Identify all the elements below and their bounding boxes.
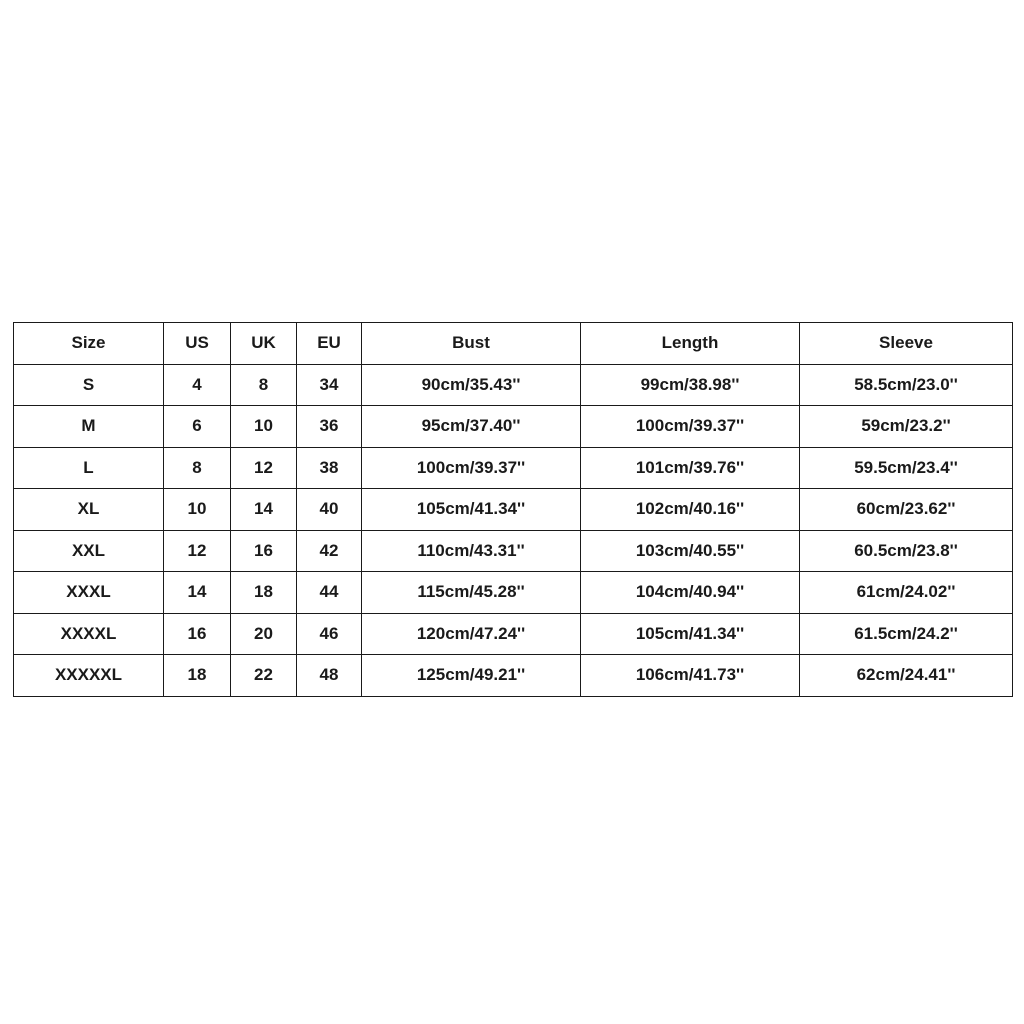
cell-eu: 36 [297,406,362,448]
cell-sleeve: 61.5cm/24.2'' [800,613,1013,655]
cell-eu: 44 [297,572,362,614]
cell-uk: 12 [231,447,297,489]
cell-eu: 46 [297,613,362,655]
cell-length: 105cm/41.34'' [581,613,800,655]
cell-sleeve: 60cm/23.62'' [800,489,1013,531]
cell-uk: 8 [231,364,297,406]
size-chart-table [13,322,1013,697]
table-row [14,364,1013,406]
cell-size: L [14,447,164,489]
cell-length: 102cm/40.16'' [581,489,800,531]
cell-sleeve: 58.5cm/23.0'' [800,364,1013,406]
cell-bust: 125cm/49.21'' [362,655,581,697]
cell-size: S [14,364,164,406]
cell-size: XXXL [14,572,164,614]
cell-size: XL [14,489,164,531]
cell-size: XXXXXL [14,655,164,697]
table-row [14,530,1013,572]
cell-us: 4 [164,364,231,406]
cell-length: 101cm/39.76'' [581,447,800,489]
header-bust: Bust [362,323,581,365]
header-size: Size [14,323,164,365]
cell-bust: 110cm/43.31'' [362,530,581,572]
cell-uk: 10 [231,406,297,448]
cell-eu: 48 [297,655,362,697]
cell-uk: 16 [231,530,297,572]
header-uk: UK [231,323,297,365]
cell-length: 104cm/40.94'' [581,572,800,614]
header-length: Length [581,323,800,365]
cell-eu: 42 [297,530,362,572]
cell-us: 12 [164,530,231,572]
cell-sleeve: 60.5cm/23.8'' [800,530,1013,572]
table-row [14,489,1013,531]
cell-sleeve: 59cm/23.2'' [800,406,1013,448]
cell-uk: 14 [231,489,297,531]
cell-eu: 34 [297,364,362,406]
cell-sleeve: 59.5cm/23.4'' [800,447,1013,489]
header-eu: EU [297,323,362,365]
cell-bust: 95cm/37.40'' [362,406,581,448]
cell-length: 99cm/38.98'' [581,364,800,406]
cell-us: 8 [164,447,231,489]
cell-length: 100cm/39.37'' [581,406,800,448]
cell-uk: 20 [231,613,297,655]
cell-bust: 105cm/41.34'' [362,489,581,531]
cell-eu: 38 [297,447,362,489]
cell-bust: 115cm/45.28'' [362,572,581,614]
cell-us: 6 [164,406,231,448]
table-row [14,406,1013,448]
cell-us: 14 [164,572,231,614]
cell-bust: 100cm/39.37'' [362,447,581,489]
cell-bust: 120cm/47.24'' [362,613,581,655]
cell-bust: 90cm/35.43'' [362,364,581,406]
header-row [14,323,1013,365]
cell-length: 106cm/41.73'' [581,655,800,697]
cell-length: 103cm/40.55'' [581,530,800,572]
cell-uk: 18 [231,572,297,614]
cell-size: XXL [14,530,164,572]
cell-size: XXXXL [14,613,164,655]
cell-uk: 22 [231,655,297,697]
table-row [14,655,1013,697]
table-row [14,447,1013,489]
table-row [14,613,1013,655]
header-us: US [164,323,231,365]
cell-sleeve: 61cm/24.02'' [800,572,1013,614]
header-sleeve: Sleeve [800,323,1013,365]
cell-eu: 40 [297,489,362,531]
cell-sleeve: 62cm/24.41'' [800,655,1013,697]
cell-us: 18 [164,655,231,697]
table-row [14,572,1013,614]
cell-size: M [14,406,164,448]
cell-us: 10 [164,489,231,531]
cell-us: 16 [164,613,231,655]
